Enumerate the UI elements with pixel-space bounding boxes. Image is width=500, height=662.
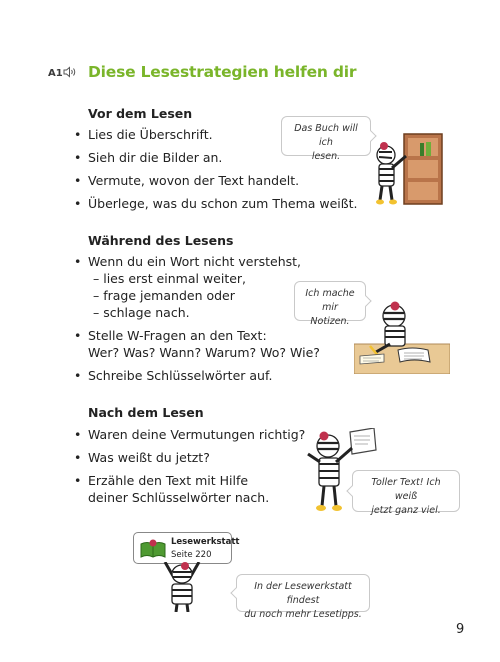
reference-page: Seite 220 [171, 550, 212, 560]
page-title: Diese Lesestrategien helfen dir [88, 63, 357, 81]
reference-title: Lesewerkstatt [171, 537, 240, 547]
speech-bubble-great-text [352, 470, 460, 516]
speaker-icon[interactable] [63, 66, 77, 78]
bubble-line: Das Buch will ich [294, 123, 358, 148]
bubble-line: Notizen. [310, 316, 350, 327]
list-item: • Schreibe Schlüsselwörter auf. [74, 368, 273, 383]
list-item: • Waren deine Vermutungen richtig? [74, 427, 306, 442]
list-item: • Was weißt du jetzt? [74, 450, 210, 465]
list-item: • Stelle W-Fragen an den Text: [74, 328, 267, 343]
list-item: • Vermute, wovon der Text handelt. [74, 173, 300, 188]
book-icon [139, 538, 167, 559]
section-title-before-reading: Vor dem Lesen [88, 106, 193, 121]
bubble-line: lesen. [311, 151, 341, 162]
question-words: Wer? Was? Wann? Warum? Wo? Wie? [88, 345, 320, 360]
zebra-writing-illustration [354, 300, 450, 374]
section-title-during-reading: Während des Lesens [88, 233, 234, 248]
bubble-line: In der Lesewerkstatt findest [254, 581, 352, 606]
sub-list-item: – schlage nach. [93, 305, 190, 320]
list-item: • Lies die Überschrift. [74, 127, 213, 142]
bubble-line: Ich mache mir [305, 288, 355, 313]
task-label: A1 [48, 68, 63, 79]
reference-box-lesewerkstatt[interactable] [133, 532, 240, 564]
speech-bubble-more-tips [236, 574, 370, 620]
page-number: 9 [456, 622, 465, 637]
sub-list-item: – lies erst einmal weiter, [93, 271, 247, 286]
bubble-line: Toller Text! Ich weiß [371, 477, 441, 502]
zebra-bookshelf-illustration [370, 130, 450, 210]
zebra-holding-sign-illustration [155, 562, 209, 612]
bubble-line: du noch mehr Lesetipps. [244, 609, 362, 620]
list-item-continuation: deiner Schlüsselwörter nach. [88, 490, 270, 505]
list-item: • Wenn du ein Wort nicht verstehst, [74, 254, 302, 269]
list-item: • Sieh dir die Bilder an. [74, 150, 223, 165]
list-item: • Überlege, was du schon zum Thema weißt. [74, 196, 358, 211]
list-item: • Erzähle den Text mit Hilfe [74, 473, 249, 488]
sub-list-item: – frage jemanden oder [93, 288, 235, 303]
section-title-after-reading: Nach dem Lesen [88, 405, 204, 420]
bubble-line: jetzt ganz viel. [371, 505, 441, 516]
speech-bubble-book [281, 116, 371, 162]
